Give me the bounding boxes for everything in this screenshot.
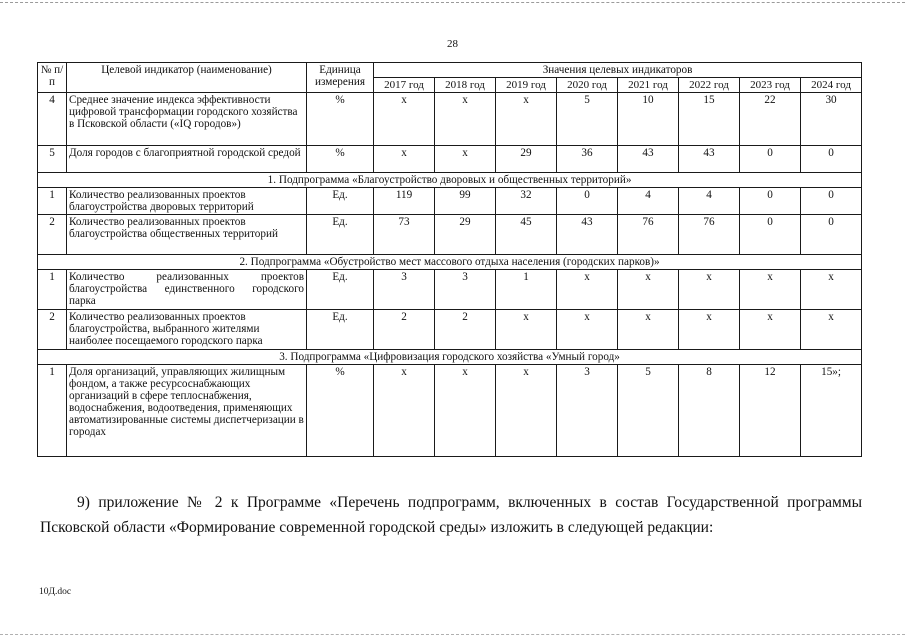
value-cell: 0: [740, 215, 801, 255]
value-cell: 0: [740, 188, 801, 215]
value-cell: 2: [435, 310, 496, 350]
row-number: 1: [38, 365, 67, 457]
indicator-name: Количество реализованных проектов благоустройства единственного городского парка: [67, 270, 307, 310]
value-cell: х: [679, 310, 740, 350]
value-cell: 0: [801, 188, 862, 215]
value-cell: х: [496, 310, 557, 350]
table-row: [38, 310, 862, 350]
value-cell: 99: [435, 188, 496, 215]
row-number: 1: [38, 188, 67, 215]
table-row: [38, 188, 862, 215]
value-cell: 5: [618, 365, 679, 457]
subprogram-title: 2. Подпрограмма «Обустройство мест массового отдыха населения (городских парков)»: [38, 255, 862, 270]
indicator-name: Количество реализованных проектов благоустройства общественных территорий: [67, 215, 307, 255]
value-cell: 3: [557, 365, 618, 457]
value-cell: 3: [435, 270, 496, 310]
unit-cell: Ед.: [307, 188, 374, 215]
table-row: [38, 215, 862, 255]
value-cell: х: [618, 310, 679, 350]
value-cell: х: [679, 270, 740, 310]
header-year: 2020 год: [557, 78, 618, 93]
row-number: 2: [38, 215, 67, 255]
value-cell: 10: [618, 93, 679, 146]
indicator-name: Количество реализованных проектов благоустройства, выбранного жителями наиболее посещаемого городского парка: [67, 310, 307, 350]
value-cell: х: [740, 270, 801, 310]
value-cell: 0: [740, 146, 801, 173]
amendment-paragraph: 9) приложение № 2 к Программе «Перечень подпрограмм, включенных в состав Государственной программы Псковской области «Формирование современной городской среды» изложить в следующей редакции:: [40, 494, 862, 536]
row-number: 2: [38, 310, 67, 350]
page-number: 28: [447, 38, 458, 50]
scan-top-edge: [0, 2, 905, 3]
value-cell: х: [435, 93, 496, 146]
table-row: [38, 93, 862, 146]
value-cell: 43: [557, 215, 618, 255]
value-cell: 76: [679, 215, 740, 255]
header-year: 2019 год: [496, 78, 557, 93]
value-cell: 36: [557, 146, 618, 173]
header-year: 2021 год: [618, 78, 679, 93]
value-cell: 15: [679, 93, 740, 146]
header-year: 2018 год: [435, 78, 496, 93]
subprogram-title: 1. Подпрограмма «Благоустройство дворовых и общественных территорий»: [38, 173, 862, 188]
value-cell: 29: [435, 215, 496, 255]
unit-cell: Ед.: [307, 310, 374, 350]
value-cell: 15»;: [801, 365, 862, 457]
header-num: № п/п: [38, 63, 67, 93]
value-cell: х: [496, 93, 557, 146]
unit-cell: Ед.: [307, 270, 374, 310]
value-cell: х: [557, 270, 618, 310]
unit-cell: Ед.: [307, 215, 374, 255]
table-row: [38, 146, 862, 173]
value-cell: 8: [679, 365, 740, 457]
value-cell: 30: [801, 93, 862, 146]
scan-bottom-edge: [0, 634, 905, 635]
row-number: 5: [38, 146, 67, 173]
footer-filename: 10Д.doc: [39, 587, 72, 597]
indicator-name: Доля городов с благоприятной городской средой: [67, 146, 307, 173]
value-cell: 12: [740, 365, 801, 457]
value-cell: х: [435, 146, 496, 173]
value-cell: х: [374, 146, 435, 173]
subprogram-section-row: [38, 255, 862, 270]
row-number: 1: [38, 270, 67, 310]
header-values-group: Значения целевых индикаторов: [374, 63, 862, 78]
row-number: 4: [38, 93, 67, 146]
indicator-name: Среднее значение индекса эффективности цифровой трансформации городского хозяйства в Псковской области («IQ городов»): [67, 93, 307, 146]
value-cell: 29: [496, 146, 557, 173]
value-cell: х: [435, 365, 496, 457]
value-cell: 0: [801, 215, 862, 255]
value-cell: х: [801, 270, 862, 310]
value-cell: 0: [557, 188, 618, 215]
value-cell: 0: [801, 146, 862, 173]
value-cell: 5: [557, 93, 618, 146]
subprogram-title: 3. Подпрограмма «Цифровизация городского хозяйства «Умный город»: [38, 350, 862, 365]
value-cell: х: [374, 365, 435, 457]
value-cell: 119: [374, 188, 435, 215]
value-cell: 32: [496, 188, 557, 215]
value-cell: 45: [496, 215, 557, 255]
header-unit: Единица измерения: [307, 63, 374, 93]
value-cell: 4: [618, 188, 679, 215]
value-cell: 4: [679, 188, 740, 215]
header-year: 2017 год: [374, 78, 435, 93]
indicator-name: Доля организаций, управляющих жилищным фондом, а также ресурсоснабжающих организаций в сфере теплоснабжения, водоснабжения, водоотведения, применяющих автоматизированные системы диспетчеризации в городах: [67, 365, 307, 457]
header-year: 2022 год: [679, 78, 740, 93]
table-row: [38, 365, 862, 457]
unit-cell: %: [307, 146, 374, 173]
value-cell: х: [740, 310, 801, 350]
value-cell: х: [618, 270, 679, 310]
indicator-name: Количество реализованных проектов благоустройства дворовых территорий: [67, 188, 307, 215]
value-cell: 22: [740, 93, 801, 146]
target-indicators-table: [37, 62, 862, 457]
value-cell: 3: [374, 270, 435, 310]
value-cell: х: [557, 310, 618, 350]
header-year: 2023 год: [740, 78, 801, 93]
value-cell: 1: [496, 270, 557, 310]
value-cell: 43: [679, 146, 740, 173]
unit-cell: %: [307, 93, 374, 146]
header-name: Целевой индикатор (наименование): [67, 63, 307, 93]
value-cell: х: [496, 365, 557, 457]
value-cell: 76: [618, 215, 679, 255]
value-cell: х: [374, 93, 435, 146]
header-year: 2024 год: [801, 78, 862, 93]
value-cell: 43: [618, 146, 679, 173]
value-cell: 2: [374, 310, 435, 350]
table-row: [38, 270, 862, 310]
subprogram-section-row: [38, 173, 862, 188]
value-cell: х: [801, 310, 862, 350]
value-cell: 73: [374, 215, 435, 255]
subprogram-section-row: [38, 350, 862, 365]
unit-cell: %: [307, 365, 374, 457]
